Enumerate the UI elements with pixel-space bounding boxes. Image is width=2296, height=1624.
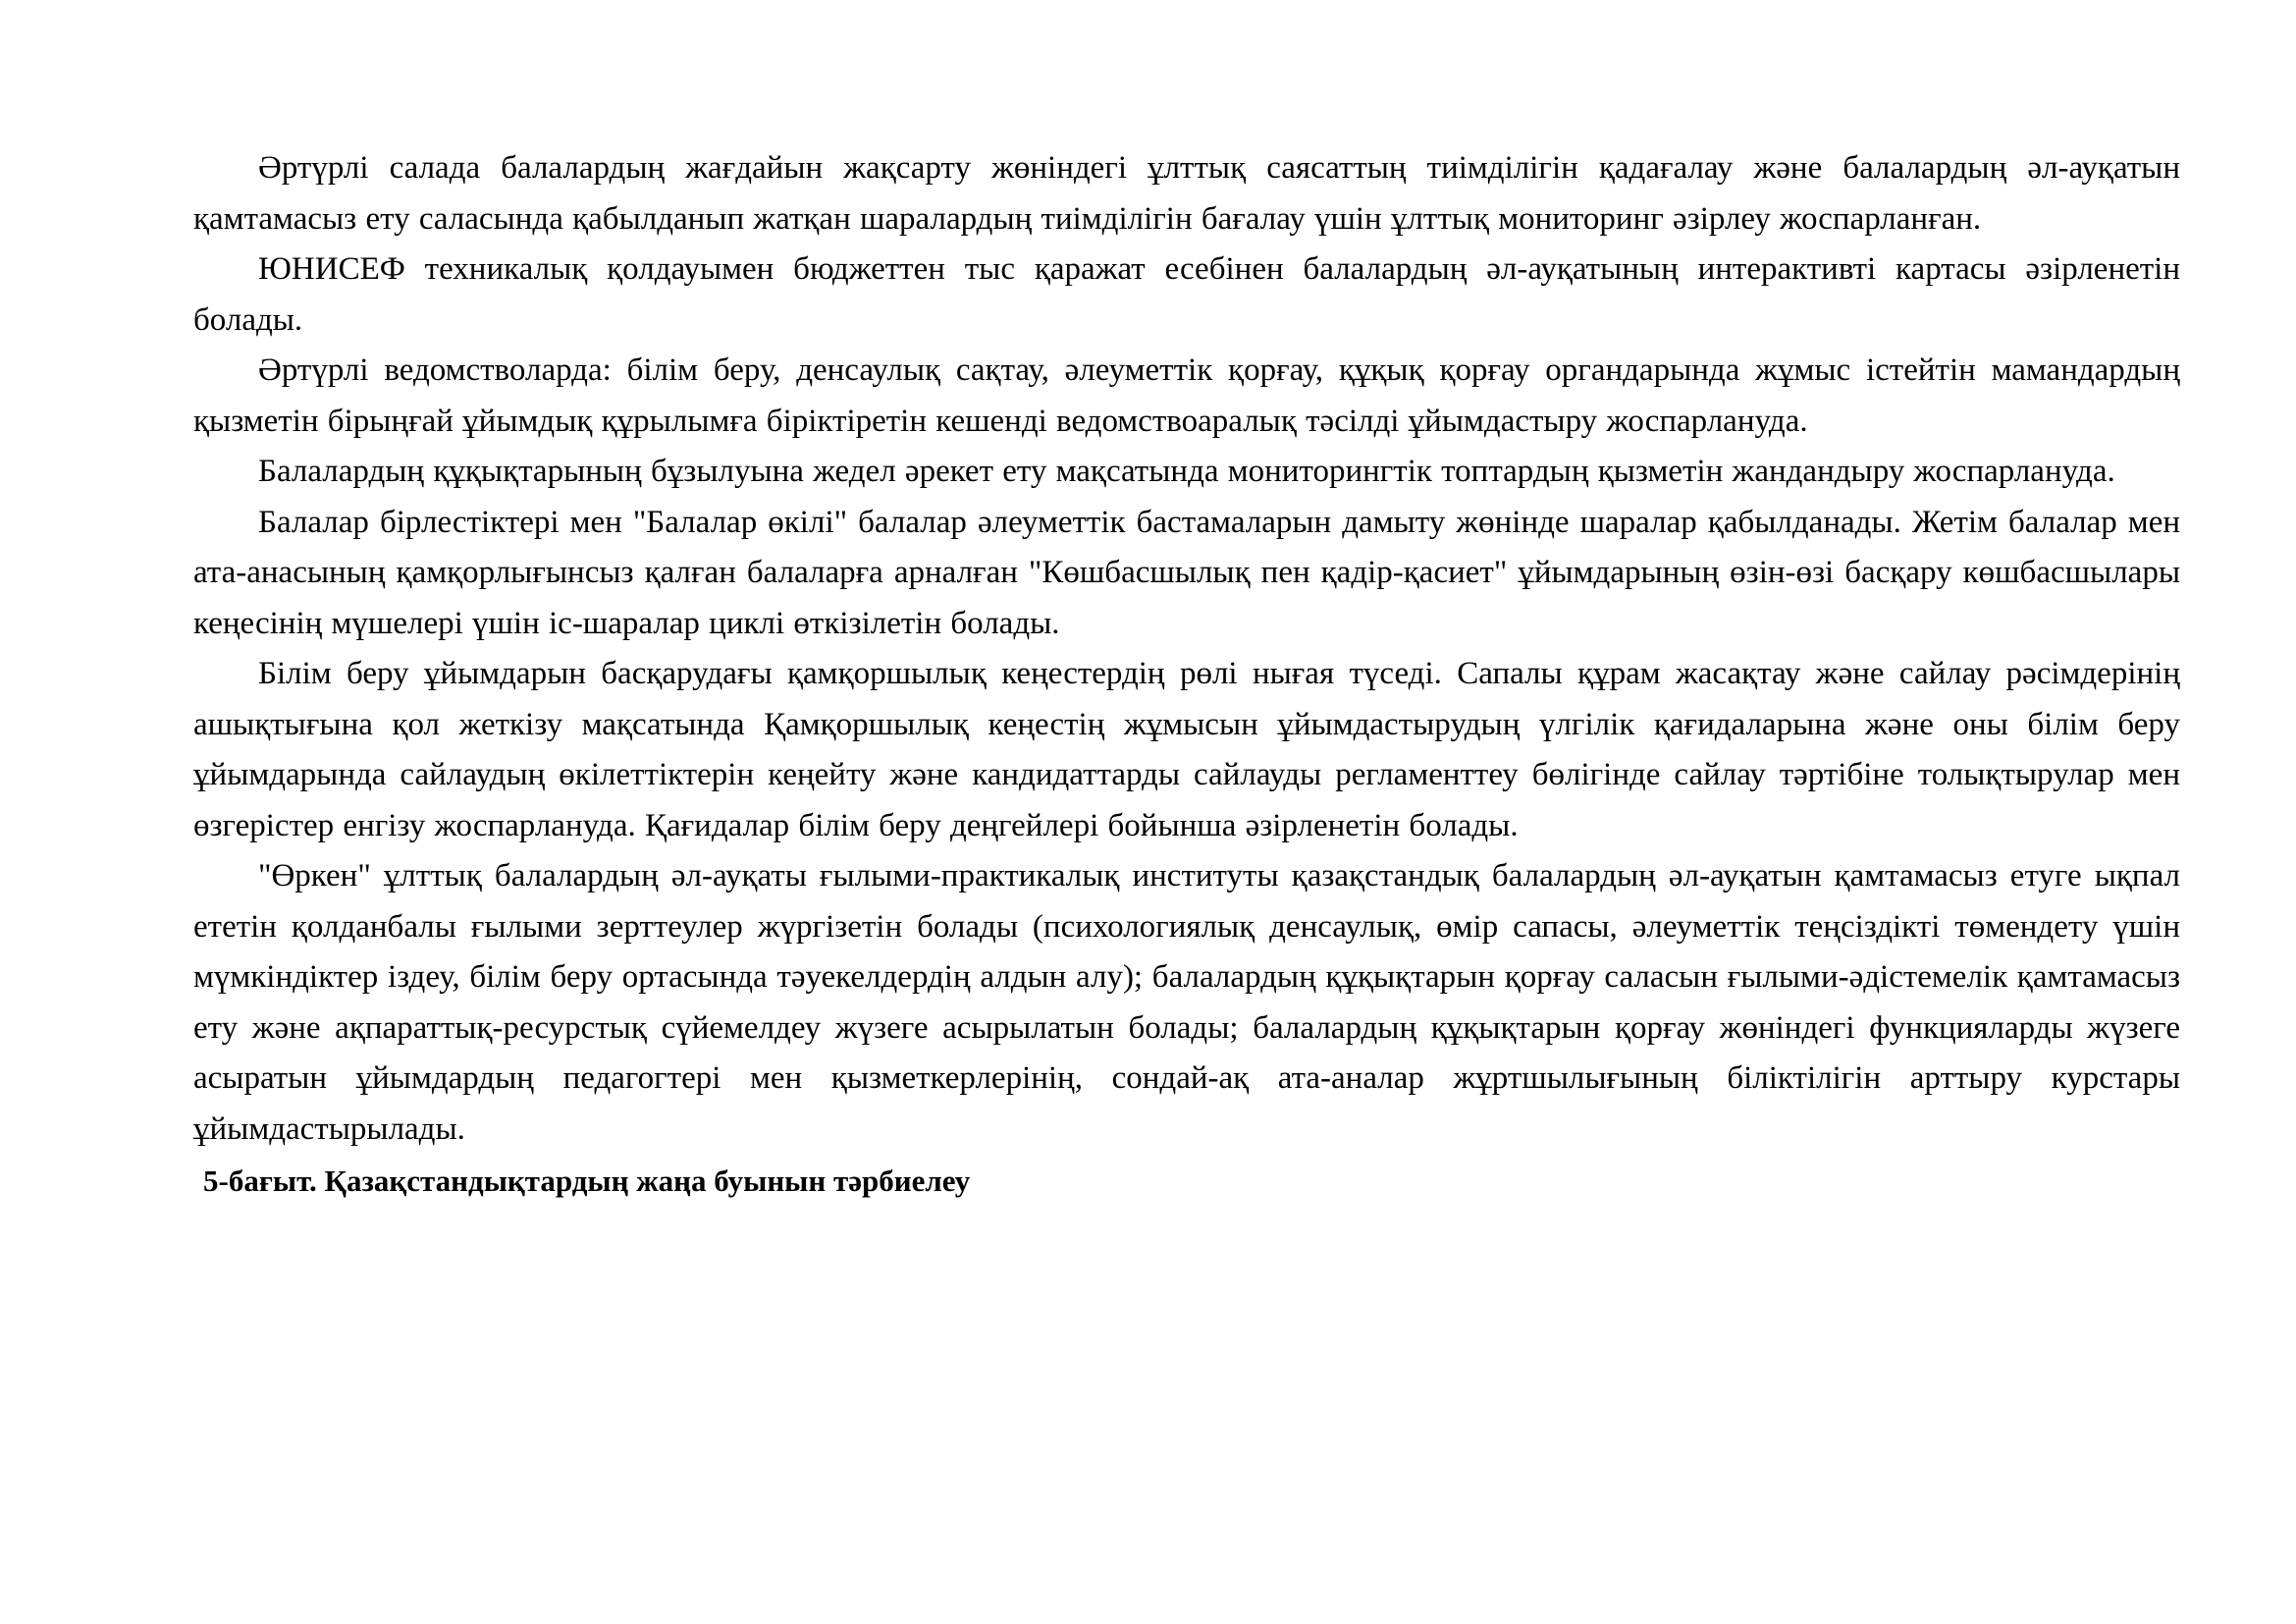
section-heading-direction-5: 5-бағыт. Қазақстандықтардың жаңа буынын тәрбиелеу (203, 1164, 971, 1198)
paragraph-unicef-map: ЮНИСЕФ техникалық қолдауымен бюджеттен тыс қаражат есебінен балалардың әл-ауқатының интерактивті картасы әзірленетін болады. (193, 251, 2180, 338)
paragraph-orken-institute: "Өркен" ұлттық балалардың әл-ауқаты ғылыми-практикалық институты қазақстандық балалардың әл-ауқатын қамтамасыз етуге ықпал ететін қолданбалы ғылыми зерттеулер жүргізетін болады (психологиялық денсаулық, өмір сапасы, әлеуметтік теңсіздікті төмендету үшін мүмкіндіктер іздеу, білім беру ортасында тәуекелдердің алдын алу); балалардың құқықтарын қорғау саласын ғылыми-әдістемелік қамтамасыз ету және ақпараттық-ресурстық сүйемелдеу жүзеге асырылатын болады; балалардың құқықтарын қорғау жөніндегі функцияларды жүзеге асыратын ұйымдардың педагогтері мен қызметкерлерінің, сондай-ақ ата-аналар жұртшылығының біліктілігін арттыру курстары ұйымдастырылады. (193, 858, 2180, 1147)
paragraph-interagency-approach: Әртүрлі ведомстволарда: білім беру, денсаулық сақтау, әлеуметтік қорғау, құқық қорғау органдарында жұмыс істейтін мамандардың қызметін бірыңғай ұйымдық құрылымға біріктіретін кешенді ведомствоаралық тәсілді ұйымдастыру жоспарлануда. (193, 352, 2180, 439)
paragraph-national-monitoring: Әртүрлі салада балалардың жағдайын жақсарту жөніндегі ұлттық саясаттың тиімділігін қадағалау және балалардың әл-ауқатын қамтамасыз ету саласында қабылданып жатқан шаралардың тиімділігін бағалау үшін ұлттық мониторинг әзірлеу жоспарланған. (193, 150, 2180, 237)
paragraph-monitoring-groups: Балалардың құқықтарының бұзылуына жедел әрекет ету мақсатында мониторингтік топтардың қызметін жандандыру жоспарлануда. (258, 454, 2115, 489)
text-block (193, 143, 2180, 1207)
paragraph-children-associations: Балалар бірлестіктері мен "Балалар өкілі" балалар әлеуметтік бастамаларын дамыту жөнінде шаралар қабылданады. Жетім балалар мен ата-анасының қамқорлығынсыз қалған балаларға арналған "Көшбасшылық пен қадір-қасиет" ұйымдарының өзін-өзі басқару көшбасшылары кеңесінің мүшелері үшін іс-шаралар циклі өткізілетін болады. (193, 504, 2180, 641)
paragraph-trustee-councils: Білім беру ұйымдарын басқарудағы қамқоршылық кеңестердің рөлі нығая түседі. Сапалы құрам жасақтау және сайлау рәсімдерінің ашықтығына қол жеткізу мақсатында Қамқоршылық кеңестің жұмысын ұйымдастырудың үлгілік қағидаларына және оны білім беру ұйымдарында сайлаудың өкілеттіктерін кеңейту және кандидаттарды сайлауды регламенттеу бөлігінде сайлау тәртібіне толықтырулар мен өзгерістер енгізу жоспарлануда. Қағидалар білім беру деңгейлері бойынша әзірленетін болады. (193, 656, 2180, 843)
